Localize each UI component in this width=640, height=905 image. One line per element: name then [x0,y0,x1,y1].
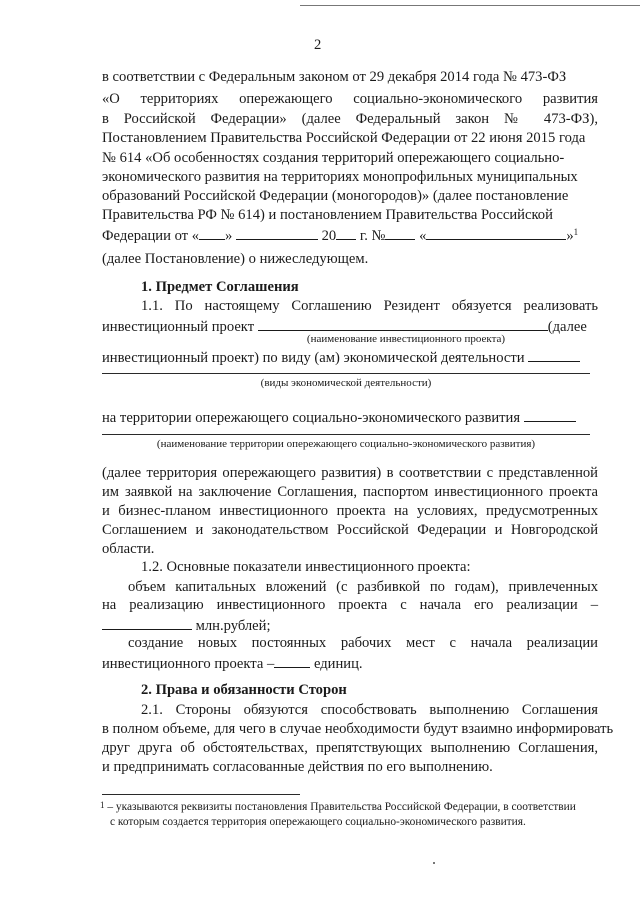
intro-word: в [102,111,109,127]
clause-text: (далее [547,319,587,335]
clause-2-1-line-4: и предпринимать согласованные действия по его выполнению. [102,759,493,775]
intro-line-10: (далее Постановление) о нижеследующем. [102,251,369,267]
intro-word: социально-экономического [353,91,523,107]
clause-1-1-line-6: им заявкой на заключение Соглашения, паспортом инвестиционного проекта [102,484,598,500]
jobs-unit: единиц. [313,656,363,672]
intro-line-5: № 614 «Об особенностях создания территорий опережающего социально- [102,150,565,166]
clause-text: инвестиционного проекта – [102,656,275,672]
intro-word: Федерации» [210,111,287,127]
intro-word: закон [455,111,490,127]
title-blank [426,225,566,240]
clause-1-2: 1.2. Основные показатели инвестиционного проекта: [141,559,471,575]
footnote-separator [102,794,300,795]
clause-1-2-line-4: создание новых постоянных рабочих мест с начала реализации [128,635,598,651]
clause-text: инвестиционный проект [102,319,255,335]
date-label: Федерации от « [102,228,199,244]
jobs-blank [274,653,310,668]
clause-1-1-line-9: области. [102,541,155,557]
intro-line-2 [102,90,598,108]
quote-close: » [225,228,233,244]
clause-1-2-line-1: объем капитальных вложений (с разбивкой по годам), привлеченных [128,579,598,595]
intro-word: территориях [140,91,219,107]
capex-blank [102,615,192,630]
intro-line-1: в соответствии с Федеральным законом от 29 декабря 2014 года № 473-ФЗ [102,69,567,85]
clause-2-1-line-2: в полном объеме, для чего в случае необходимости будут взаимно информировать [102,721,614,737]
top-rule [300,5,640,6]
territory-blank [524,407,576,422]
intro-word: опережающего [239,91,333,107]
clause-1-1-line-3 [102,347,580,367]
intro-line-7: образований Российской Федерации (моногородов)» (далее постановление [102,188,569,204]
month-blank [236,225,318,240]
title-open-quote: « [419,228,427,244]
intro-word: 473-ФЗ), [543,111,599,127]
intro-word: развития [542,91,598,107]
caption-project-name: (наименование инвестиционного проекта) [306,333,506,345]
capex-unit: млн.рублей; [195,618,271,634]
scan-speck [433,862,435,864]
project-name-blank [258,316,548,331]
clause-text: на территории опережающего социально-экономического развития [102,410,521,426]
clause-1-1-line-7: и бизнес-планом инвестиционного проекта на условиях, предусмотренных [102,503,598,519]
footnote-line-1 [100,801,576,814]
footnote-mark: 1 [100,800,105,810]
footnote-line-2: с которым создается территория опережающего социально-экономического развития. [110,816,526,828]
intro-line-6: экономического развития на территориях монопрофильных муниципальных [102,169,578,185]
clause-1-2-line-5 [102,653,363,673]
number-blank [385,225,415,240]
year-blank [336,225,356,240]
intro-word: № [503,111,530,127]
caption-territory: (наименование территории опережающего социально-экономического развития) [156,438,536,450]
activity-blank [528,347,580,362]
section-1-heading: 1. Предмет Соглашения [141,279,299,295]
number-label: г. № [359,228,386,244]
day-blank [199,225,225,240]
intro-word: (далее [301,111,341,127]
year-prefix: 20 [321,228,337,244]
intro-word: «О [102,91,120,107]
clause-1-1-line-4 [102,407,576,427]
caption-activity: (виды экономической деятельности) [260,377,432,389]
footnote-ref: 1 [573,227,579,237]
intro-word: Федеральный [355,111,441,127]
territory-line [102,434,590,435]
footnote-text: – указываются реквизиты постановления Правительства Российской Федерации, в соответствии [104,801,576,813]
clause-1-2-line-3 [102,615,271,635]
intro-line-4: Постановлением Правительства Российской Федерации от 22 июня 2015 года [102,130,586,146]
title-close-quote: » [566,228,574,244]
intro-line-3 [102,110,598,128]
clause-1-1-line-1: 1.1. По настоящему Соглашению Резидент обязуется реализовать [141,298,598,314]
clause-1-1-line-8: Соглашением и законодательством Российской Федерации и Новгородской [102,522,598,538]
activity-line [102,373,590,374]
intro-line-8: Правительства РФ № 614) и постановлением Правительства Российской [102,207,553,223]
clause-2-1-line-1: 2.1. Стороны обязуются способствовать выполнению Соглашения [141,702,598,718]
intro-word: Российской [123,111,196,127]
page-number: 2 [314,37,322,53]
intro-line-9 [102,225,578,245]
clause-text: инвестиционный проект) по виду (ам) экономической деятельности [102,350,525,366]
clause-1-1-line-5: (далее территория опережающего развития) в соответствии с представленной [102,465,598,481]
section-2-heading: 2. Права и обязанности Сторон [141,682,347,698]
clause-2-1-line-3: друг друга об обстоятельствах, препятствующих выполнению Соглашения, [102,740,598,756]
clause-1-2-line-2: на реализацию инвестиционного проекта с начала его реализации – [102,597,598,613]
